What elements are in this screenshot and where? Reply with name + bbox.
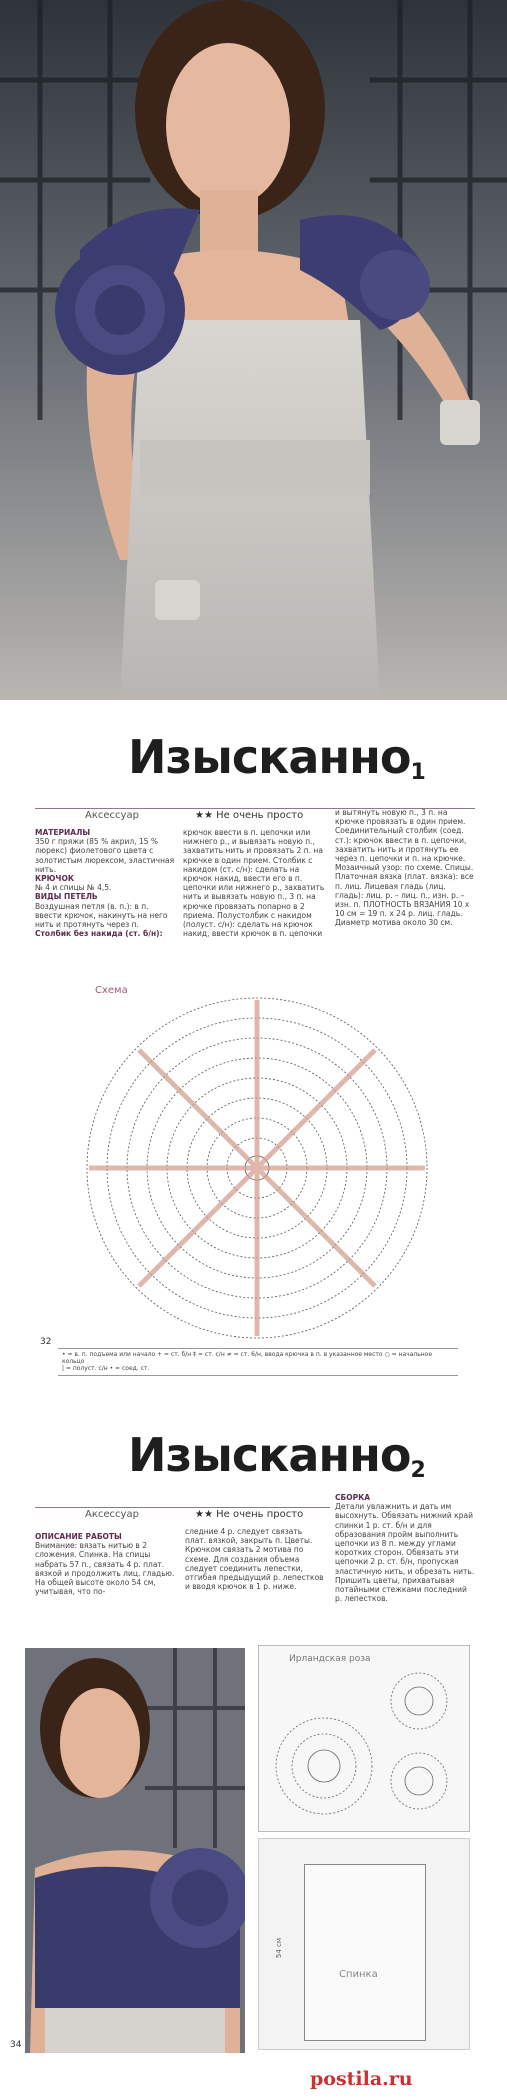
crochet-diagram [75, 990, 445, 1350]
secondary-photo [25, 1648, 245, 2053]
page1-difficulty: ★★ Не очень просто [195, 810, 304, 821]
crochet-chart [75, 990, 445, 1350]
watermark [310, 2068, 413, 2090]
hook-heading: КРЮЧОК [35, 874, 74, 884]
model-photo-illustration [0, 0, 507, 700]
main-photo [0, 0, 507, 700]
watermark-text: postila.ru [310, 2068, 413, 2090]
page2-title [128, 1428, 425, 1483]
page2-col3 [335, 1493, 475, 1603]
page1-col2: крючок ввести в п. цепочки или нижнего р., и вывязать новую п., захватить нить и провязать 2 п. на крючке в один прием. Столбик с накидом (ст. с/н): сделать на крючок накид, ввести его в п. цепочки или нижнего р., захватить нить и вывязать новую п., 3 п. на крючке провязать попарно в 2 приема. Полустолбик с накидом (полуст. с/н): сделать на крючок накид, ввести крючок в п. цепочки [183, 828, 325, 939]
back-rectangle [304, 1864, 426, 2041]
page2-col2: следние 4 р. следует связать плат. вязкой, закрыть п. Цветы. Крючком связать 2 мотива по схеме. Для создания объема следует соединить лепестки, отгибая предыдущий р. лепестков и вводя крючок в 1 р. ниже. [185, 1527, 324, 1592]
page2-difficulty: ★★ Не очень просто [195, 1509, 304, 1520]
back-schematic-panel [258, 1838, 470, 2050]
work-description-text: Внимание: вязать нитью в 2 сложения. Спинка. На спицы набрать 57 п., связать 4 р. плат. вязкой и продолжить лиц. гладью. На общей высоте около 54 см, учитывая, что по- [35, 1541, 175, 1597]
page2-col1 [35, 1532, 175, 1596]
materials-text: 350 г пряжи (85 % акрил, 15 % люрекс) фиолетового цвета с золотистым люрексом, эластичная нить. [35, 837, 175, 874]
page2-category: Аксессуар [85, 1509, 139, 1520]
back-label: Спинка [339, 1969, 378, 1980]
page1-title-text: Изысканно [128, 730, 411, 784]
legend-row-2: | = полуст. с/н • = соед. ст. [62, 1365, 150, 1372]
stitch-types-heading: ВИДЫ ПЕТЕЛЬ [35, 892, 98, 902]
page1-number: 32 [40, 1337, 52, 1347]
irish-rose-panel [258, 1645, 470, 1832]
single-crochet-heading: Столбик без накида (ст. б/н): [35, 929, 163, 939]
legend-row-1: • = в. п. подъема или начало + = ст. б/н ‡ = ст. с/н ≠ = ст. 6/н, ввода крючка в п. в указанное место ○ = начальное кольцо [62, 1351, 433, 1365]
irish-rose-label: Ирландская роза [289, 1654, 371, 1664]
work-description-heading: ОПИСАНИЕ РАБОТЫ [35, 1532, 122, 1541]
assembly-heading: СБОРКА [335, 1493, 371, 1502]
hook-text: № 4 и спицы № 4,5. [35, 883, 112, 893]
page1-category: Аксессуар [85, 810, 139, 821]
stitch-types-text: Воздушная петля (в. п.): в п. ввести крючок, накинуть на него нить и протянуть через п. [35, 901, 168, 930]
model-photo-2-illustration [25, 1648, 245, 2053]
materials-heading: МАТЕРИАЛЫ [35, 828, 91, 837]
scheme-label: Схема [95, 985, 128, 996]
page1-legend [58, 1348, 458, 1376]
page2-title-text: Изысканно [128, 1428, 411, 1482]
page2-number: 34 [10, 2040, 22, 2050]
page1-title [128, 730, 425, 785]
back-height-label: 54 см [275, 1937, 284, 1959]
irish-rose-chart [259, 1646, 469, 1831]
assembly-text: Детали увлажнить и дать им высохнуть. Обвязать нижний край спинки 1 р. ст. б/н и для образования пройм выполнить цепочки из 8 п. между углами коротких сторон. Обвязать эти цепочки 2 р. ст. б/н, пропуская эластичную нить, и обрезать нить. Пришить цветы, прихватывая потайными стежками последний р. лепестков. [335, 1502, 475, 1604]
page1-title-index: 1 [410, 760, 425, 785]
page2-header-rule [35, 1507, 330, 1508]
page2-title-index: 2 [410, 1458, 425, 1483]
page1-col3: и вытянуть новую п., 3 п. на крючке провязать в один прием. Соединительный столбик (соед. ст.): крючок ввести в п. цепочки, захватить нить и протянуть ее через п. цепочки и п. на крючке. Мозаичный узор: по схеме. Спицы. Платочная вязка (плат. вязка): все п. лиц. Лицевая гладь (лиц. гладь): лиц. р. – лиц. п., изн. р. – изн. п. ПЛОТНОСТЬ ВЯЗАНИЯ 10 x 10 см = 19 п. x 24 р. лиц. гладь. Диаметр мотива около 30 см. [335, 808, 474, 928]
page1-col1 [35, 828, 175, 938]
